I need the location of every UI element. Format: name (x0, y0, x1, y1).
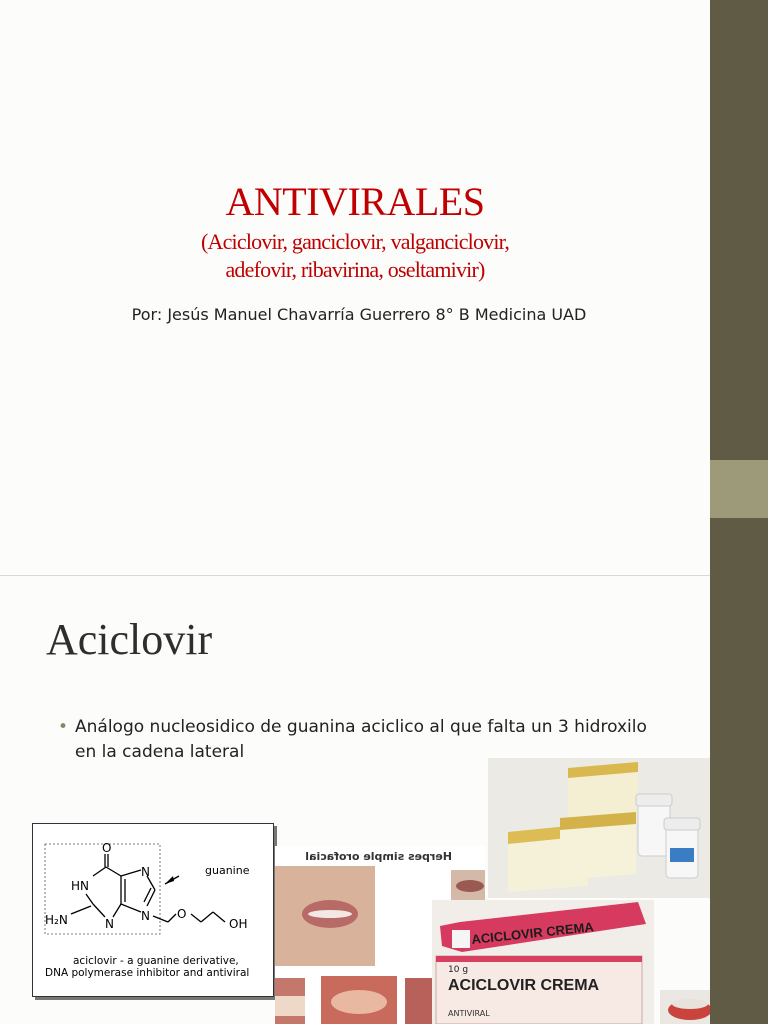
box-label: ACICLOVIR CREMA (448, 977, 600, 994)
box-size: 10 g (448, 965, 469, 975)
author-line: Por: Jesús Manuel Chavarría Guerrero 8° B Medicina UAD (131, 305, 587, 324)
famciclovir-products-photo (488, 758, 710, 898)
subtitle-line: (Aciclovir, ganciclovir, valganciclovir, (200, 229, 510, 254)
bullet-dot-icon: • (58, 717, 69, 737)
molecule-svg (33, 824, 273, 996)
sidebar-accent-block (710, 460, 768, 518)
atom-label: N (105, 917, 114, 931)
atom-label: N (141, 909, 150, 923)
atom-label: O (102, 841, 112, 855)
atom-label: O (177, 907, 187, 921)
slide-subtitle (0, 228, 710, 284)
molecule-caption: DNA polymerase inhibitor and antiviral (45, 967, 250, 979)
tube-label: ACICLOVIR CREMA (470, 919, 595, 947)
decorative-sidebar (710, 0, 768, 1024)
section-title: Aciclovir (46, 615, 213, 664)
subtitle-line: adefovir, ribavirina, oseltamivir) (225, 257, 485, 282)
molecule-caption: aciclovir - a guanine derivative, (73, 955, 239, 967)
aciclovir-structure-figure (32, 823, 274, 997)
petri-dish-photo (660, 990, 710, 1024)
photo-caption: Herpes simple orofacial (305, 850, 452, 863)
slide-title: ANTIVIRALES (225, 179, 485, 224)
box-subtext: ANTIVIRAL (448, 1009, 490, 1018)
atom-label: HN (71, 879, 89, 893)
bullet-line: Análogo nucleosidico de guanina aciclico al que falta un 3 hidroxilo (75, 717, 647, 737)
atom-label: N (141, 865, 150, 879)
atom-label: H₂N (45, 913, 68, 927)
aciclovir-cream-photo (432, 900, 654, 1024)
guanine-label: guanine (205, 864, 250, 877)
atom-label: OH (229, 917, 248, 931)
bullet-line: en la cadena lateral (75, 742, 245, 762)
